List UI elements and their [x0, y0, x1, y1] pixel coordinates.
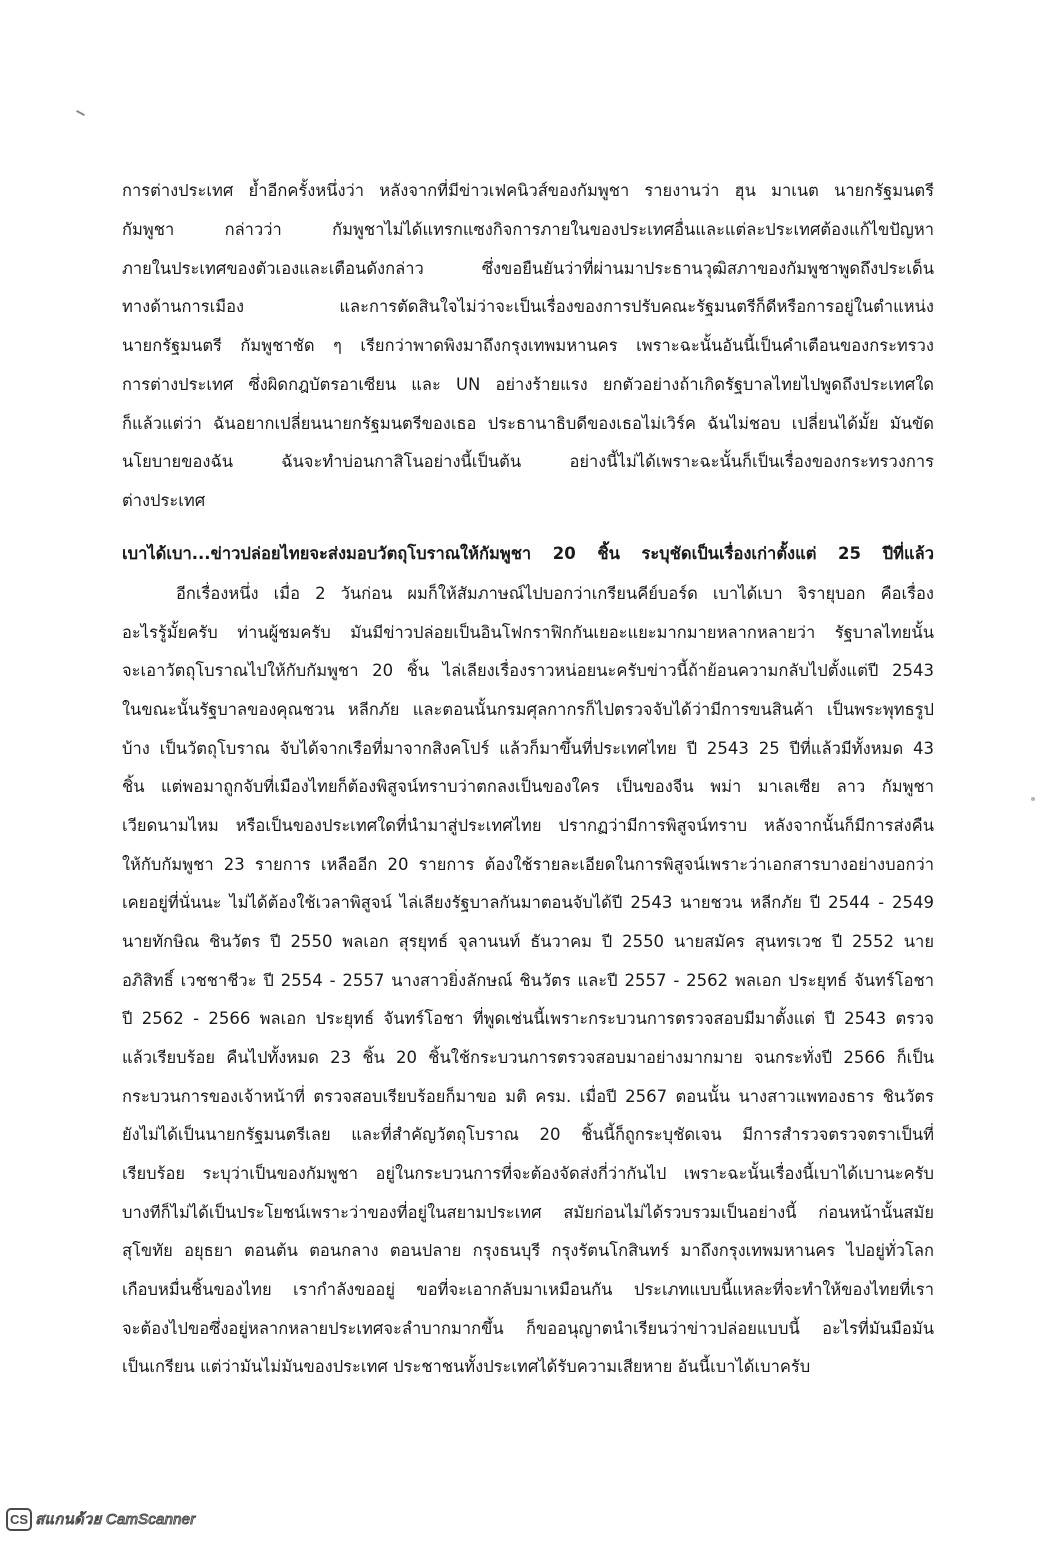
text-line: จะเอาวัตถุโบราณไปให้กับกัมพูชา 20 ชิ้น ไล่เลียงเรื่องราวหน่อยนะครับข่าวนี้ถ้าย้อนความกลับไปตั้งแต่ปี 2543 — [122, 661, 934, 680]
text-line: ภายในประเทศของตัวเองและเตือนดังกล่าว ซึ่งขอยืนยันว่าที่ผ่านมาประธานวุฒิสภาของกัมพูชาพูดถึงประเด็น — [122, 259, 934, 278]
camscanner-logo-icon: CS — [6, 1508, 32, 1531]
text-line: ปี 2562 - 2566 พลเอก ประยุทธ์ จันทร์โอชา ที่พูดเช่นนี้เพราะกระบวนการตรวจสอบมีมาตั้งแต่ ปี 2543 ตรวจ — [122, 1009, 934, 1028]
text-line: การต่างประเทศ ย้ำอีกครั้งหนึ่งว่า หลังจากที่มีข่าวเฟคนิวส์ของกัมพูชา รายงานว่า ฮุน มาเนต นายกรัฐมนตรี — [122, 181, 934, 200]
text-line: กัมพูชา กล่าวว่า กัมพูชาไม่ได้แทรกแซงกิจการภายในของประเทศอื่นและแต่ละประเทศต้องแก้ไขปัญหา — [122, 220, 934, 239]
text-line: อะไรรู้มั้ยครับ ท่านผู้ชมครับ มันมีข่าวปล่อยเป็นอินโฟกราฟิกกันเยอะแยะมากมายหลากหลายว่า รัฐบาลไทยนั้น — [122, 623, 934, 642]
text-line: ให้กับกัมพูชา 23 รายการ เหลืออีก 20 รายการ ต้องใช้รายละเอียดในการพิสูจน์เพราะว่าเอกสารบางอย่างบอกว่า — [122, 855, 934, 874]
text-line: จะต้องไปขอซึ่งอยู่หลากหลายประเทศจะลำบากมากขึ้น ก็ขออนุญาตนำเรียนว่าข่าวปล่อยแบบนี้ อะไรที่มันมือมัน — [122, 1319, 934, 1338]
text-line: บ้าง เป็นวัตถุโบราณ จับได้จากเรือที่มาจากสิงคโปร์ แล้วก็มาขึ้นที่ประเทศไทย ปี 2543 25 ปีที่แล้วมีทั้งหมด 43 — [122, 739, 934, 758]
scan-speck — [1031, 797, 1035, 801]
text-line: แล้วเรียบร้อย คืนไปทั้งหมด 23 ชิ้น 20 ชิ้นใช้กระบวนการตรวจสอบมาอย่างมากมาย จนกระทั่งปี 2566 ก็เป็น — [122, 1048, 934, 1067]
text-line: อีกเรื่องหนึ่ง เมื่อ 2 วันก่อน ผมก็ให้สัมภาษณ์ไปบอกว่าเกรียนคีย์บอร์ด เบาได้เบา จิรายุบอก คือเรื่อง — [176, 584, 934, 603]
text-line: นายทักษิณ ชินวัตร ปี 2550 พลเอก สุรยุทธ์ จุลานนท์ ธันวาคม ปี 2550 นายสมัคร สุนทรเวช ปี 2552 นาย — [122, 932, 934, 951]
scan-mark — [76, 110, 85, 116]
text-line: ชิ้น แต่พอมาถูกจับที่เมืองไทยก็ต้องพิสูจน์ทราบว่าตกลงเป็นของใคร เป็นของจีน พม่า มาเลเซีย ลาว กัมพูชา — [122, 777, 934, 796]
text-line: ทางด้านการเมือง และการตัดสินใจไม่ว่าจะเป็นเรื่องของการปรับคณะรัฐมนตรีก็ดีหรือการอยู่ในตำแหน่ง — [122, 297, 934, 316]
text-line: เรียบร้อย ระบุว่าเป็นของกัมพูชา อยู่ในกระบวนการที่จะต้องจัดส่งกี่ว่ากันไป เพราะฉะนั้นเรื่องนี้เบาได้เบานะครับ — [122, 1164, 934, 1183]
text-line: อภิสิทธิ์ เวชชาชีวะ ปี 2554 - 2557 นางสาวยิ่งลักษณ์ ชินวัตร และปี 2557 - 2562 พลเอก ประยุทธ์ จันทร์โอชา — [122, 971, 934, 990]
text-line: ยังไม่ได้เป็นนายกรัฐมนตรีเลย และที่สำคัญวัตถุโบราณ 20 ชิ้นนี้ก็ถูกระบุชัดเจน มีการสำรวจตรวจตราเป็นที่ — [122, 1125, 934, 1144]
text-line: สุโขทัย อยุธยา ตอนต้น ตอนกลาง ตอนปลาย กรุงธนบุรี กรุงรัตนโกสินทร์ มาถึงกรุงเทพมหานคร ไปอยู่ทั่วโลก — [122, 1241, 934, 1260]
text-line: บางทีก็ไม่ได้เป็นประโยชน์เพราะว่าของที่อยู่ในสยามประเทศ สมัยก่อนไม่ได้รวบรวมเป็นอย่างนี้ ก่อนหน้านั้นสมัย — [122, 1203, 934, 1222]
camscanner-label: สแกนด้วย CamScanner — [35, 1511, 196, 1528]
text-line: นโยบายของฉัน ฉันจะทำบ่อนกาสิโนอย่างนี้เป็นต้น อย่างนี้ไม่ได้เพราะฉะนั้นก็เป็นเรื่องของกระทรวงการ — [122, 452, 934, 471]
text-line: เป็นเกรียน แต่ว่ามันไม่มันของประเทศ ประชาชนทั้งประเทศได้รับความเสียหาย อันนี้เบาได้เบาครับ — [122, 1357, 811, 1376]
text-line: เคยอยู่ที่นั่นนะ ไม่ได้ต้องใช้เวลาพิสูจน์ ไล่เลียงรัฐบาลกันมาตอนจับได้ปี 2543 นายชวน หลีกภัย ปี 2544 - 2549 — [122, 893, 934, 912]
section-heading: เบาได้เบา...ข่าวปล่อยไทยจะส่งมอบวัตถุโบราณให้กัมพูชา 20 ชิ้น ระบุชัดเป็นเรื่องเก่าตั้งแต่ 25 ปีที่แล้ว — [122, 544, 934, 563]
text-line: ต่างประเทศ — [122, 491, 206, 510]
text-line: เวียดนามไหม หรือเป็นของประเทศใดที่นำมาสู่ประเทศไทย ปรากฏว่ามีการพิสูจน์ทราบ หลังจากนั้นก็มีการส่งคืน — [122, 816, 934, 835]
text-line: ก็แล้วแต่ว่า ฉันอยากเปลี่ยนนายกรัฐมนตรีของเธอ ประธานาธิบดีของเธอไม่เวิร์ค ฉันไม่ชอบ เปลี่ยนได้มั้ย มันขัด — [122, 414, 934, 433]
text-line: ในขณะนั้นรัฐบาลของคุณชวน หลีกภัย และตอนนั้นกรมศุลกากรก็ไปตรวจจับได้ว่ามีการขนสินค้า เป็นพระพุทธรูป — [122, 700, 934, 719]
camscanner-watermark — [6, 1507, 195, 1531]
text-line: กระบวนการของเจ้าหน้าที่ ตรวจสอบเรียบร้อยก็มาขอ มติ ครม. เมื่อปี 2567 ตอนนั้น นางสาวแพทองธาร ชินวัตร — [122, 1087, 934, 1106]
text-line: เกือบหมื่นชิ้นของไทย เรากำลังขออยู่ ขอที่จะเอากลับมาเหมือนกัน ประเภทแบบนี้แหละที่จะทำให้ของไทยที่เรา — [122, 1280, 934, 1299]
text-line: การต่างประเทศ ซึ่งผิดกฎบัตรอาเซียน และ UN อย่างร้ายแรง ยกตัวอย่างถ้าเกิดรัฐบาลไทยไปพูดถึงประเทศใด — [122, 375, 934, 394]
text-line: นายกรัฐมนตรี กัมพูชาชัด ๆ เรียกว่าพาดพิงมาถึงกรุงเทพมหานคร เพราะฉะนั้นอันนี้เป็นคำเตือนของกระทรวง — [122, 336, 934, 355]
